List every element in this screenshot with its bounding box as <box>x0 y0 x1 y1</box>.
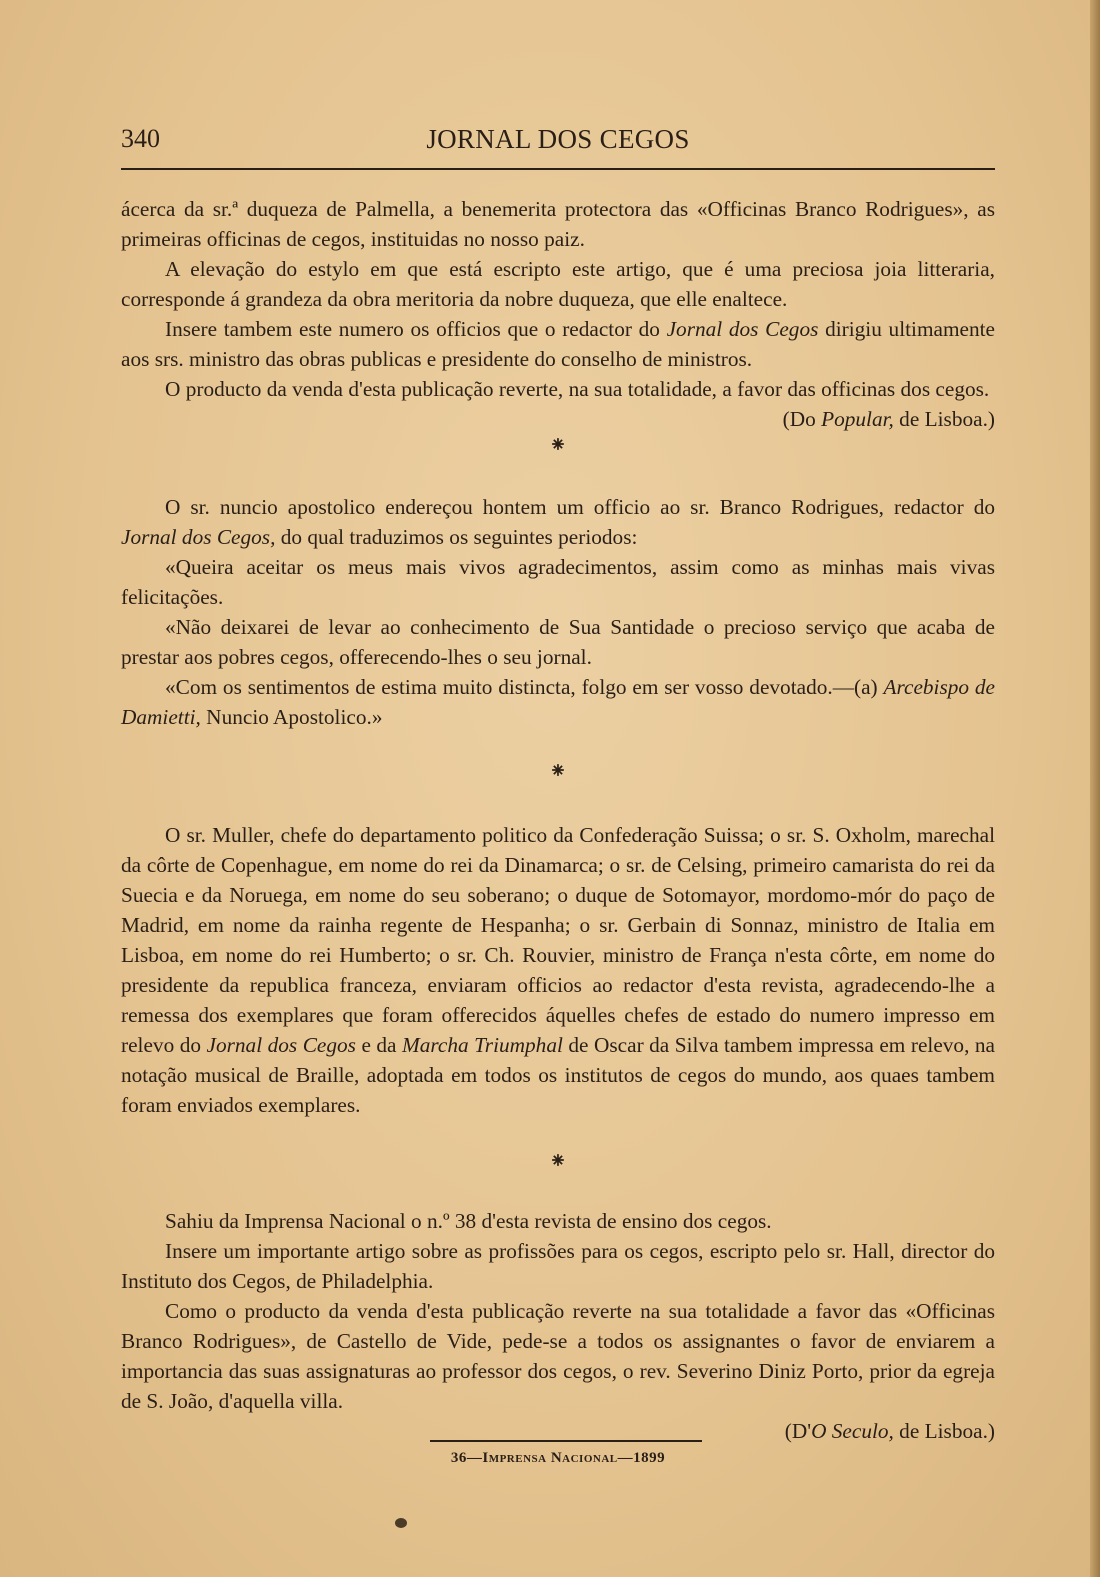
paragraph: O sr. nuncio apostolico endereçou hontem um officio ao sr. Branco Rodrigues, redactor do Jornal dos Cegos, do qual traduzimos os seguintes periodos: <box>121 495 995 549</box>
section-divider-asterism: ⁕ <box>548 1148 568 1173</box>
paragraph: Sahiu da Imprensa Nacional o n.º 38 d'esta revista de ensino dos cegos. <box>165 1209 772 1233</box>
header-rule <box>121 168 995 170</box>
section-divider-asterism: ⁕ <box>548 432 568 457</box>
paragraph: O sr. Muller, chefe do departamento politico da Confederação Suissa; o sr. S. Oxholm, marechal da côrte de Copenhague, em nome do rei da Dinamarca; o sr. de Celsing, primeiro camarista do rei da Suecia e da Noruega, em nome do seu soberano; o duque de Sotomayor, mordomo-mór do paço de Madrid, em nome da rainha regente de Hespanha; o sr. Gerbain di Sonnaz, ministro de Italia em Lisboa, em nome do rei Humberto; o sr. Ch. Rouvier, ministro de França n'esta côrte, em nome do presidente da republica franceza, enviaram officios ao redactor d'esta revista, agradecendo-lhe a remessa dos exemplares que foram offerecidos áquelles chefes de estado do numero impresso em relevo do Jornal dos Cegos e da Marcha Triumphal de Oscar da Silva tambem impressa em relevo, na notação musical de Braille, adoptada em todos os institutos de cegos do mundo, aos quaes tambem foram enviados exemplares. <box>121 823 995 1117</box>
paragraph: Insere um importante artigo sobre as profissões para os cegos, escripto pelo sr. Hall, director do Instituto dos Cegos, de Philadelphia. <box>121 1239 995 1293</box>
ink-spot <box>395 1518 407 1528</box>
page-spine-edge <box>1090 0 1100 1577</box>
paragraph: A elevação do estylo em que está escripto este artigo, que é uma preciosa joia litteraria, corresponde á grandeza da obra meritoria da nobre duqueza, que elle enaltece. <box>121 257 995 311</box>
paragraph: Insere tambem este numero os officios que o redactor do Jornal dos Cegos dirigiu ultimamente aos srs. ministro das obras publicas e presidente do conselho de ministros. <box>121 317 995 371</box>
section-imprensa-nacional <box>121 1206 995 1446</box>
paragraph: O producto da venda d'esta publicação reverte, na sua totalidade, a favor das officinas dos cegos. <box>165 377 990 401</box>
section-nuncio <box>121 492 995 732</box>
section-divider-asterism: ⁕ <box>548 758 568 783</box>
footer-rule <box>430 1440 702 1442</box>
paragraph: «Queira aceitar os meus mais vivos agradecimentos, assim como as minhas mais vivas felicitações. <box>121 555 995 609</box>
attribution: (Do Popular, de Lisboa.) <box>782 407 995 431</box>
section-palmella <box>121 194 995 434</box>
attribution: (D'O Seculo, de Lisboa.) <box>784 1419 995 1443</box>
page-number: 340 <box>121 124 160 153</box>
paragraph: ácerca da sr.ª duqueza de Palmella, a benemerita protectora das «Officinas Branco Rodrigues», as primeiras officinas de cegos, instituidas no nosso paiz. <box>121 197 995 251</box>
section-chiefs-of-state <box>121 820 995 1120</box>
paragraph: Como o producto da venda d'esta publicação reverte na sua totalidade a favor das «Officinas Branco Rodrigues», de Castello de Vide, pede-se a todos os assignantes o favor de enviarem a importancia das suas assignaturas ao professor dos cegos, o rev. Severino Diniz Porto, prior da egreja de S. João, d'aquella villa. <box>121 1299 995 1413</box>
page-header <box>121 120 995 160</box>
printer-imprint: 36—Imprensa Nacional—1899 <box>450 1450 666 1466</box>
paragraph: «Não deixarei de levar ao conhecimento de Sua Santidade o precioso serviço que acaba de prestar aos pobres cegos, offerecendo-lhes o seu jornal. <box>121 615 995 669</box>
running-title: JORNAL DOS CEGOS <box>426 124 690 154</box>
paragraph: «Com os sentimentos de estima muito distincta, folgo em ser vosso devotado.—(a) Arcebispo de Damietti, Nuncio Apostolico.» <box>121 675 995 729</box>
